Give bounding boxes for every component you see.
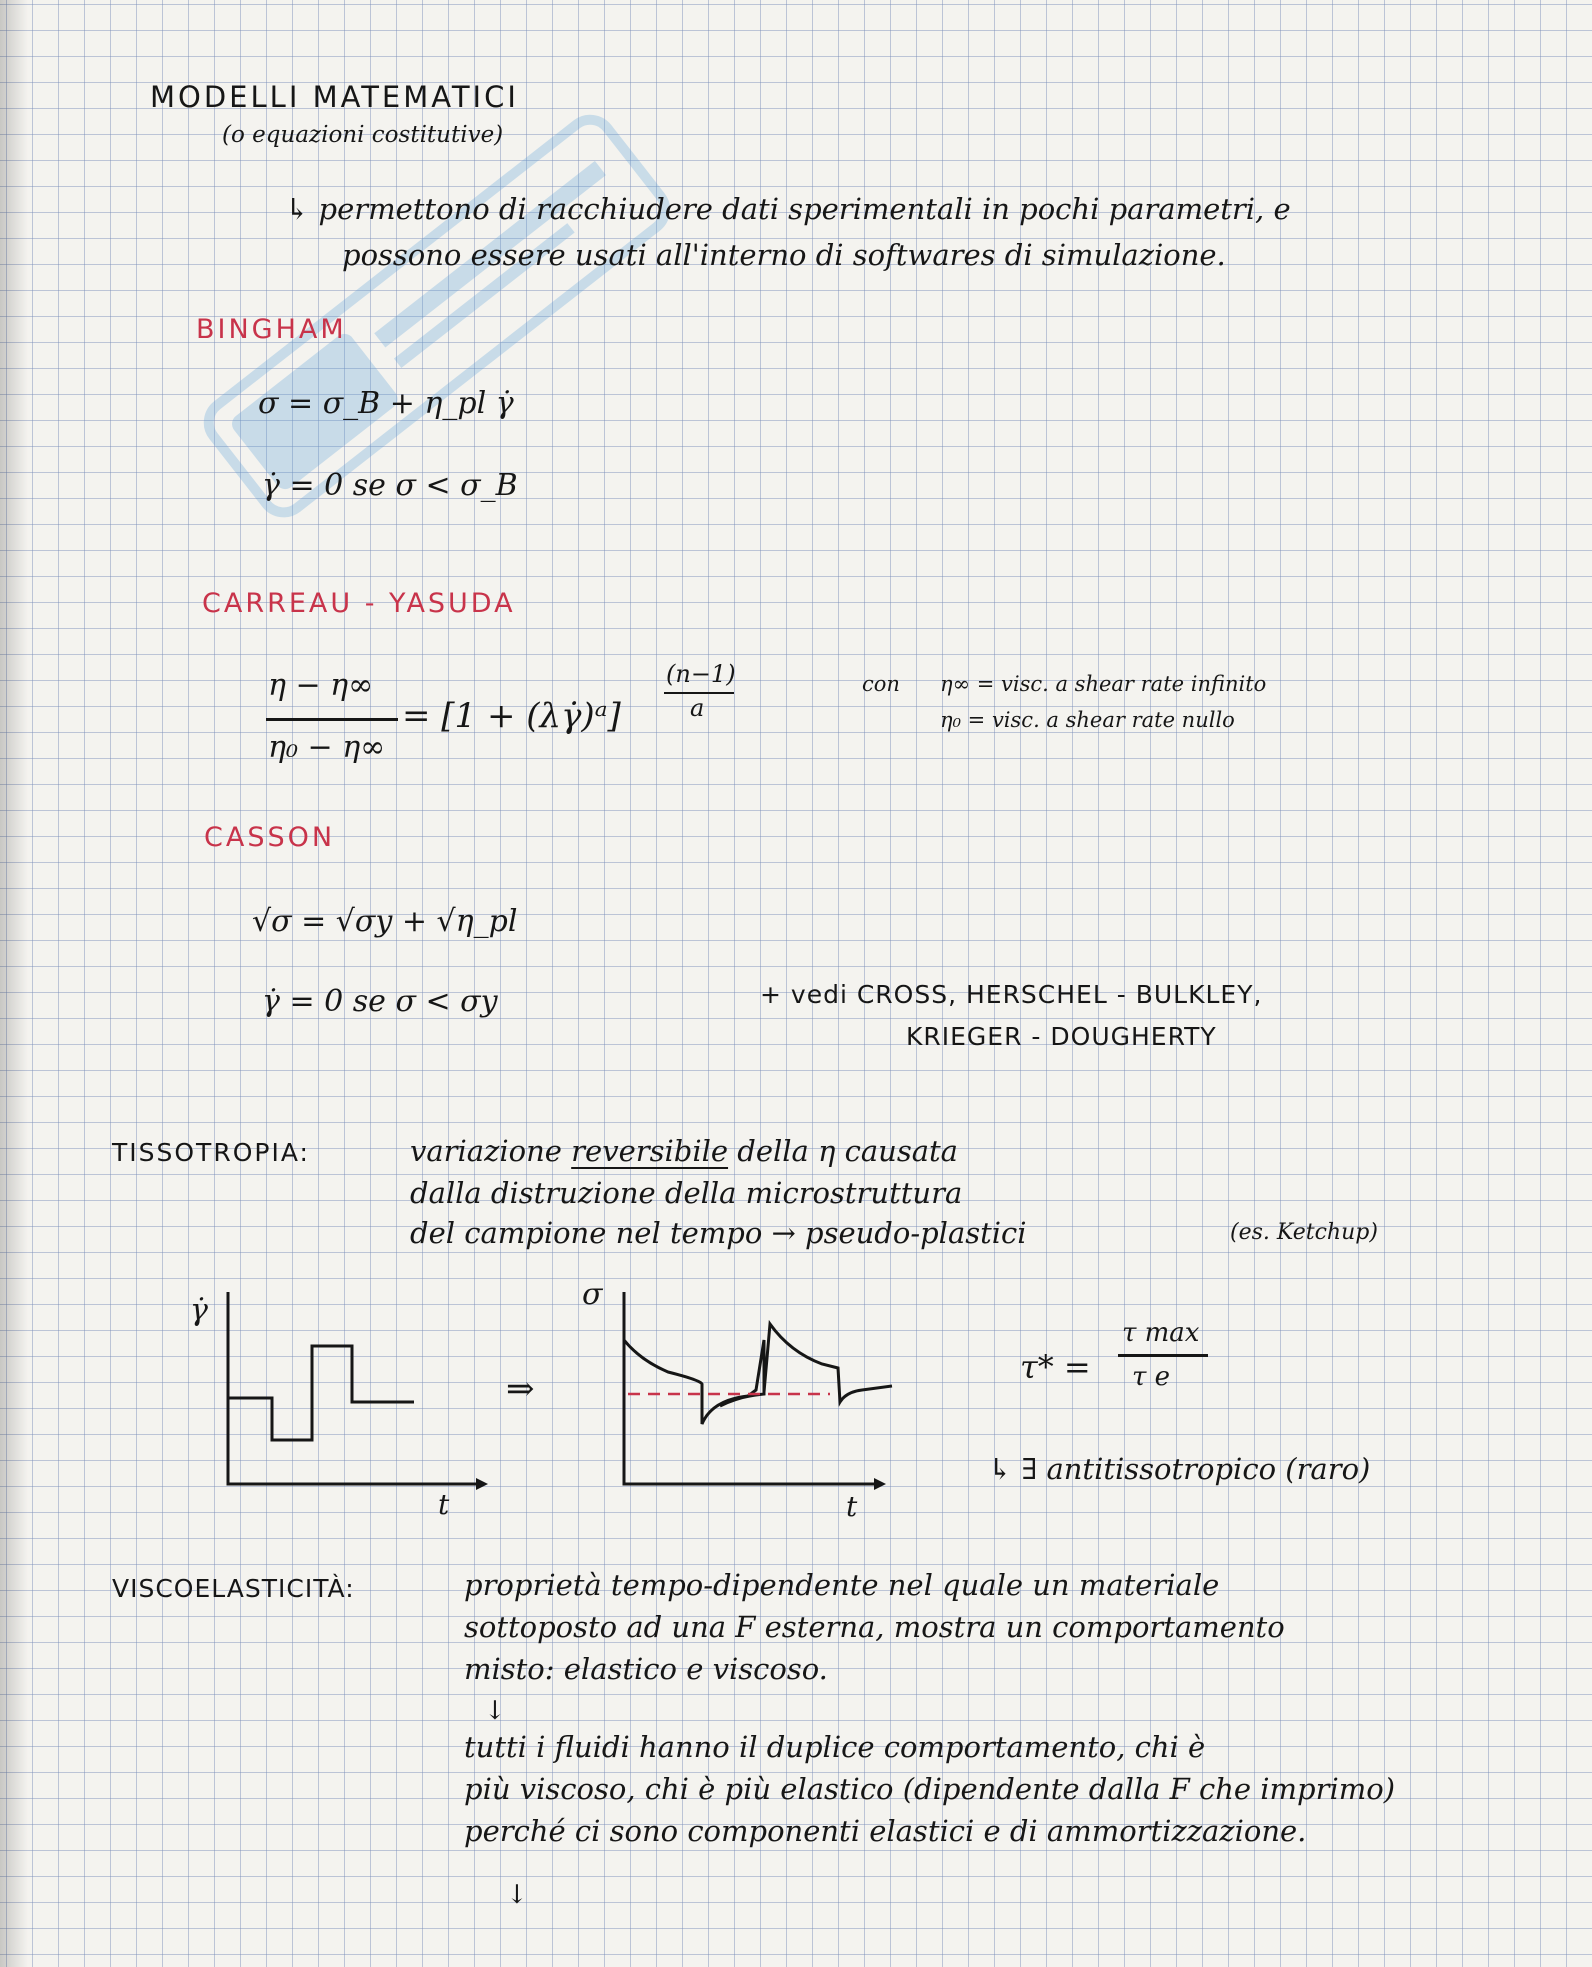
graph-1-step-curve: [228, 1346, 414, 1440]
cy-numerator: η − η∞: [268, 668, 374, 703]
graph-1-x-arrow: [476, 1478, 488, 1490]
casson-equation-1: √σ = √σy + √η_pl: [252, 904, 518, 939]
page-title: MODELLI MATEMATICI: [150, 80, 519, 114]
cy-denominator: η₀ − η∞: [268, 730, 386, 765]
viscoelasticita-line-6: perché ci sono componenti elastici e di ammortizzazione.: [464, 1814, 1307, 1848]
viscoelasticita-arrow: ↓: [484, 1696, 506, 1726]
cy-exponent-denominator: a: [690, 694, 705, 722]
graphs-arrow: ⇒: [506, 1369, 535, 1409]
tau-star-lhs: τ* =: [1020, 1348, 1091, 1386]
viscoelasticita-line-5: più viscoso, chi è più elastico (dipendente dalla F che imprimo): [464, 1772, 1396, 1806]
graph-2-x-arrow: [874, 1478, 886, 1490]
casson-see-also-2: KRIEGER - DOUGHERTY: [906, 1022, 1217, 1051]
tissotropia-title: TISSOTROPIA:: [112, 1138, 310, 1167]
graph-1-x-label: t: [438, 1488, 450, 1521]
cy-note-prefix: con: [862, 672, 900, 696]
graph-2-y-label: σ: [582, 1277, 603, 1312]
graph-2-stress-curve: [624, 1324, 892, 1424]
page-subtitle: (o equazioni costitutive): [222, 122, 504, 148]
graph-shear-rate: [190, 1292, 488, 1521]
viscoelasticita-line-2: sottoposto ad una F esterna, mostra un comportamento: [464, 1610, 1285, 1644]
carreau-yasuda-title: CARREAU - YASUDA: [202, 588, 516, 619]
tissotropia-line-1c: della η causata: [737, 1134, 958, 1168]
casson-title: CASSON: [204, 822, 336, 853]
intro-line-1: ↳ permettono di racchiudere dati sperimentali in pochi parametri, e: [285, 192, 1291, 226]
tissotropia-line-2: dalla distruzione della microstruttura: [410, 1176, 963, 1210]
viscoelasticita-title: VISCOELASTICITÀ:: [112, 1574, 355, 1603]
tissotropia-line-1a: variazione: [410, 1134, 562, 1168]
cy-exponent-numerator: (n−1): [666, 660, 736, 688]
cy-right-side: = [1 + (λγ̇)ᵃ]: [402, 696, 621, 736]
bingham-equation-1: σ = σ_B + η_pl γ̇: [258, 386, 514, 421]
viscoelasticita-line-4: tutti i fluidi hanno il duplice comportamento, chi è: [464, 1730, 1206, 1764]
casson-equation-2: γ̇ = 0 se σ < σy: [262, 984, 498, 1019]
viscoelasticita-arrow-2: ↓: [506, 1880, 528, 1910]
tissotropia-reversibile: reversibile: [571, 1134, 729, 1168]
tissotropia-example: (es. Ketchup): [1230, 1220, 1378, 1245]
graph-2-x-label: t: [846, 1490, 858, 1523]
tau-fraction-bar: [1118, 1354, 1208, 1357]
cy-note-1: η∞ = visc. a shear rate infinito: [940, 672, 1267, 696]
casson-see-also-1: + vedi CROSS, HERSCHEL - BULKLEY,: [760, 980, 1263, 1009]
viscoelasticita-line-1: proprietà tempo-dipendente nel quale un materiale: [464, 1568, 1220, 1602]
graph-1-y-label: γ̇: [190, 1293, 208, 1328]
tau-e: τ e: [1132, 1362, 1171, 1392]
tau-max: τ max: [1122, 1318, 1200, 1348]
bingham-title: BINGHAM: [196, 314, 347, 345]
cy-note-2: η₀ = visc. a shear rate nullo: [940, 708, 1235, 732]
intro-line-2: possono essere usati all'interno di softwares di simulazione.: [342, 238, 1226, 272]
viscoelasticita-line-3: misto: elastico e viscoso.: [464, 1652, 828, 1686]
antitissotropico-note: ↳ ∃ antitissotropico (raro): [988, 1452, 1371, 1486]
tissotropia-line-3: del campione nel tempo → pseudo-plastici: [410, 1216, 1027, 1250]
graph-2-axes: [624, 1292, 874, 1484]
bingham-equation-2: γ̇ = 0 se σ < σ_B: [262, 468, 518, 503]
graph-stress: [582, 1277, 892, 1523]
